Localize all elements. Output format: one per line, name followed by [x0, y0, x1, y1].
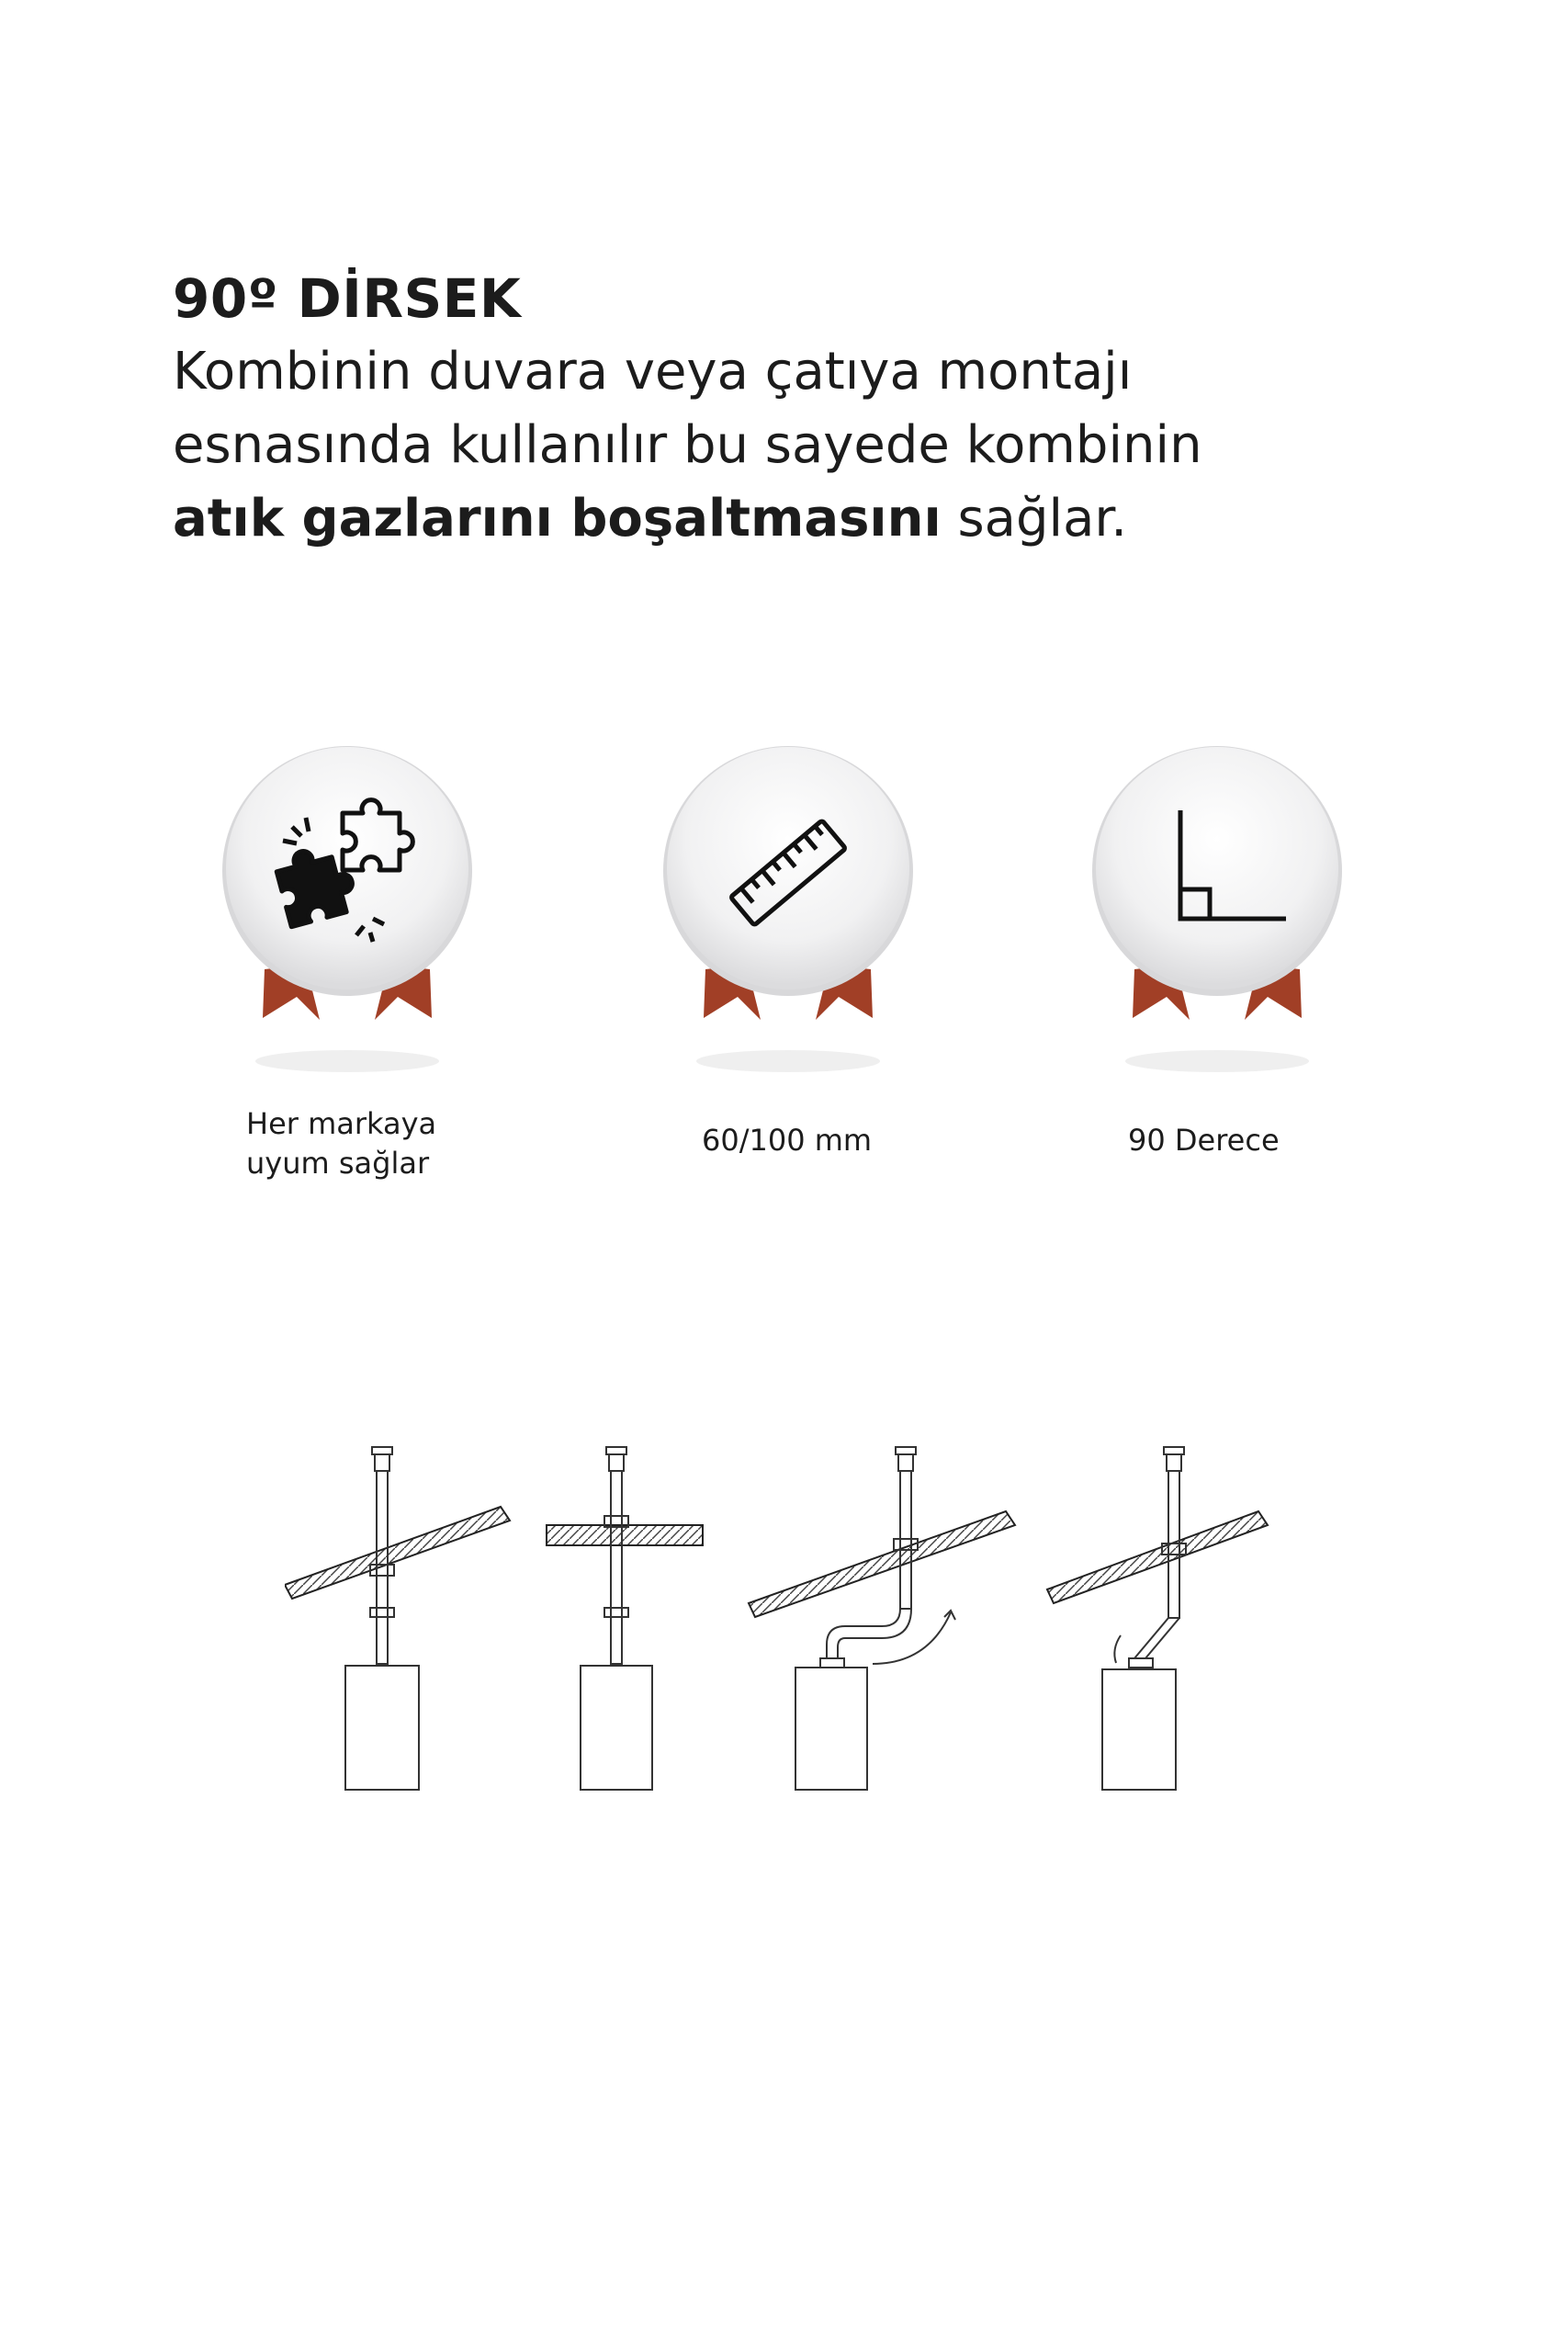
- product-title: 90º DİRSEK: [173, 267, 522, 330]
- diagram-pitched-roof-angled: [1047, 1447, 1268, 1790]
- feature-badge-angle: [1079, 744, 1355, 1075]
- installation-diagrams: [285, 1429, 1295, 1815]
- description-end: sağlar.: [941, 489, 1128, 548]
- feature-label-line: 90 Derece: [1128, 1123, 1280, 1158]
- feature-badge-compatibility: [209, 744, 485, 1075]
- product-description: [173, 335, 1459, 556]
- description-line-2: esnasında kullanılır bu sayede kombinin: [173, 415, 1202, 475]
- feature-label-line: Her markaya: [246, 1106, 437, 1141]
- feature-label-angle: [1128, 1121, 1280, 1160]
- diagram-flat-roof-straight: [547, 1447, 703, 1790]
- description-bold: atık gazlarını boşaltmasını: [173, 489, 942, 548]
- diagram-pitched-roof-offset: [749, 1447, 1015, 1790]
- diagram-pitched-roof-straight: [285, 1447, 510, 1790]
- feature-label-line: 60/100 mm: [702, 1123, 873, 1158]
- feature-label-size: [702, 1121, 872, 1160]
- product-heading: [173, 262, 1459, 556]
- feature-badge-size: [650, 744, 926, 1075]
- feature-label-line: uyum sağlar: [246, 1146, 430, 1181]
- description-line-1: Kombinin duvara veya çatıya montajı: [173, 342, 1133, 401]
- feature-label-compatibility: [246, 1104, 436, 1183]
